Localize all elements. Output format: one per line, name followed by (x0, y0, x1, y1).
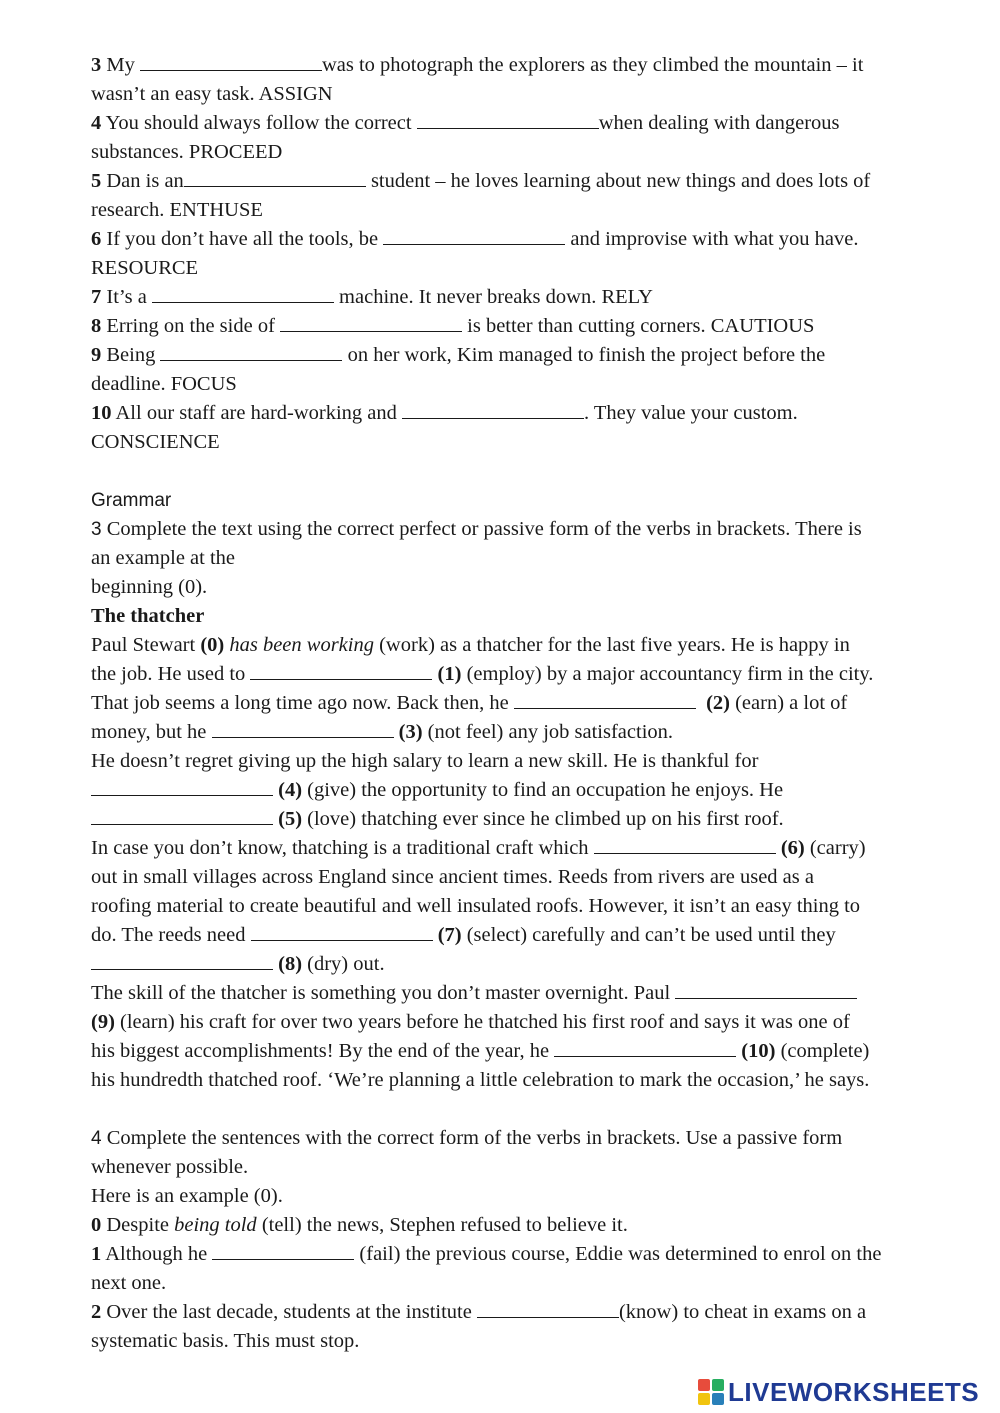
text-line-8: In case you don’t know, thatching is a traditional craft which (6) (carry) (91, 837, 866, 859)
text-line-13: The skill of the thatcher is something you don’t master overnight. Paul (91, 979, 857, 1008)
text-line-2: the job. He used to (1) (employ) by a major accountancy firm in the city. (91, 663, 874, 685)
text-title: The thatcher (91, 605, 205, 627)
text-line-1: Paul Stewart (0) has been working (work) as a thatcher for the last five years. He is happy in (91, 634, 850, 656)
ex3-instructions-1: 3 Complete the text using the correct perfect or passive form of the verbs in brackets. There is (91, 518, 862, 540)
answer-blank-5[interactable] (91, 807, 273, 825)
answer-blank[interactable] (212, 1242, 354, 1260)
text-line-15: his biggest accomplishments! By the end of the year, he (10) (complete) (91, 1040, 870, 1062)
logo-square-green (712, 1379, 724, 1391)
text-line-14: (9) (learn) his craft for over two years before he thatched his first roof and says it was one of (91, 1011, 850, 1033)
text-line-9: out in small villages across England since ancient times. Reeds from rivers are used as a (91, 866, 814, 888)
text-line-6: (4) (give) the opportunity to find an occupation he enjoys. He (91, 776, 783, 805)
answer-blank[interactable] (280, 314, 462, 332)
answer-blank-9[interactable] (675, 981, 857, 999)
answer-blank[interactable] (402, 401, 584, 419)
item-3-line-1: 3 My was to photograph the explorers as they climbed the mountain – it (91, 54, 864, 76)
ex4-item-2-line-2: systematic basis. This must stop. (91, 1330, 360, 1352)
answer-blank-2[interactable] (514, 691, 696, 709)
answer-blank-3[interactable] (212, 720, 394, 738)
text-line-12: (8) (dry) out. (91, 950, 385, 979)
answer-blank[interactable] (383, 227, 565, 245)
answer-blank-8[interactable] (91, 952, 273, 970)
item-9-line-2: deadline. FOCUS (91, 373, 237, 395)
item-8-line: 8 Erring on the side of is better than cutting corners. CAUTIOUS (91, 315, 815, 337)
answer-blank-4[interactable] (91, 778, 273, 796)
ex4-item-1-line-2: next one. (91, 1272, 167, 1294)
text-line-10: roofing material to create beautiful and well insulated roofs. However, it isn’t an easy thing to (91, 895, 861, 917)
answer-blank[interactable] (477, 1300, 619, 1318)
answer-blank[interactable] (417, 111, 599, 129)
ex4-item-2-line-1: 2 Over the last decade, students at the institute (know) to cheat in exams on a (91, 1301, 867, 1323)
logo-square-red (698, 1379, 710, 1391)
item-10-line-1: 10 All our staff are hard-working and . They value your custom. (91, 402, 798, 424)
item-9-line-1: 9 Being on her work, Kim managed to finish the project before the (91, 344, 826, 366)
ex3-instructions-3: beginning (0). (91, 576, 208, 598)
logo-square-yellow (698, 1393, 710, 1405)
text-line-16: his hundredth thatched roof. ‘We’re planning a little celebration to mark the occasion,’ he says. (91, 1069, 870, 1091)
ex4-instructions-2: whenever possible. (91, 1156, 249, 1178)
answer-blank-10[interactable] (554, 1039, 736, 1057)
answer-blank[interactable] (140, 53, 322, 71)
ex4-instructions-1: 4 Complete the sentences with the correct form of the verbs in brackets. Use a passive form (91, 1127, 843, 1149)
text-line-5: He doesn’t regret giving up the high salary to learn a new skill. He is thankful for (91, 750, 759, 772)
ex4-item-1-line-1: 1 Although he (fail) the previous course, Eddie was determined to enrol on the (91, 1243, 882, 1265)
liveworksheets-brand (698, 1376, 979, 1408)
item-5-line-1: 5 Dan is an student – he loves learning about new things and does lots of (91, 170, 871, 192)
answer-blank[interactable] (160, 343, 342, 361)
logo-square-blue (712, 1393, 724, 1405)
grammar-heading: Grammar (91, 490, 172, 511)
answer-blank-7[interactable] (251, 923, 433, 941)
answer-blank-6[interactable] (594, 836, 776, 854)
item-4-line-1: 4 You should always follow the correct when dealing with dangerous (91, 112, 840, 134)
text-line-4: money, but he (3) (not feel) any job satisfaction. (91, 721, 674, 743)
ex3-instructions-2: an example at the (91, 547, 236, 569)
item-5-line-2: research. ENTHUSE (91, 199, 263, 221)
answer-blank-1[interactable] (250, 662, 432, 680)
liveworksheets-logo-icon (698, 1379, 724, 1405)
ex4-instructions-3: Here is an example (0). (91, 1185, 283, 1207)
ex4-example-0: 0 Despite being told (tell) the news, Stephen refused to believe it. (91, 1214, 628, 1236)
item-3-line-2: wasn’t an easy task. ASSIGN (91, 83, 333, 105)
answer-blank[interactable] (152, 285, 334, 303)
item-10-line-2: CONSCIENCE (91, 431, 220, 453)
item-6-line-2: RESOURCE (91, 257, 199, 279)
text-line-3: That job seems a long time ago now. Back then, he (2) (earn) a lot of (91, 692, 848, 714)
answer-blank[interactable] (184, 169, 366, 187)
text-line-7: (5) (love) thatching ever since he climbed up on his first roof. (91, 805, 784, 834)
item-4-line-2: substances. PROCEED (91, 141, 283, 163)
brand-name: LIVEWORKSHEETS (728, 1376, 980, 1407)
item-7-line: 7 It’s a machine. It never breaks down. RELY (91, 286, 653, 308)
item-6-line-1: 6 If you don’t have all the tools, be and improvise with what you have. (91, 228, 859, 250)
text-line-11: do. The reeds need (7) (select) carefully and can’t be used until they (91, 924, 836, 946)
